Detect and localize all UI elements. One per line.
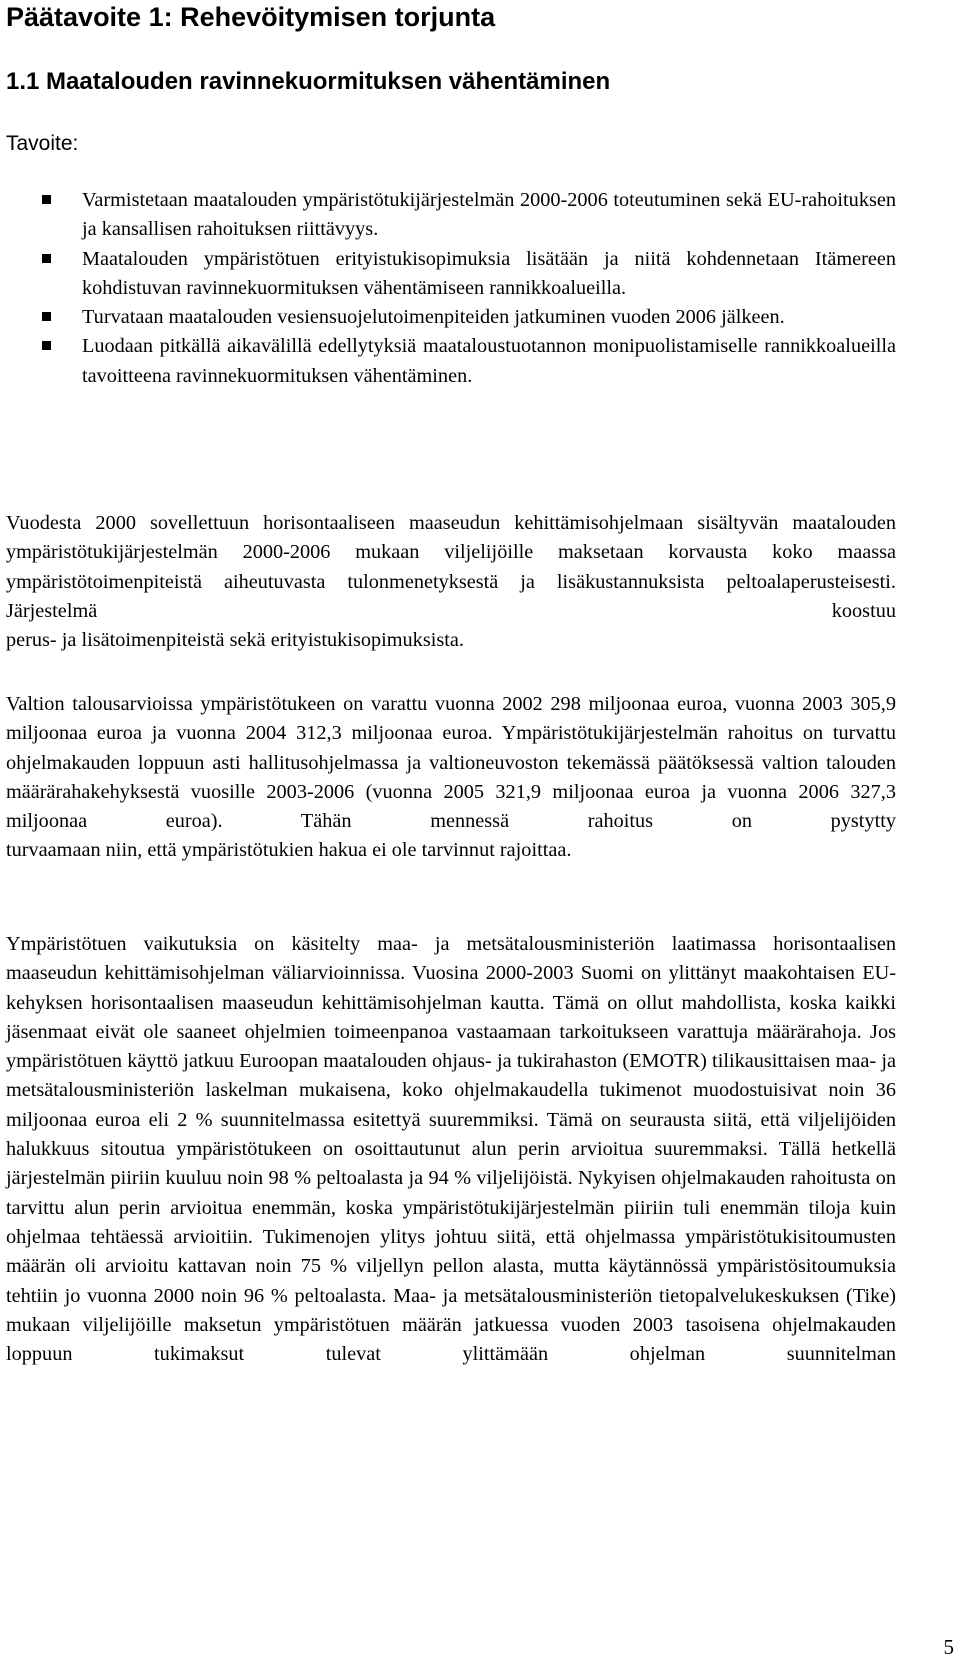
list-item [6, 245, 896, 304]
goal-text: Varmistetaan maatalouden ympäristötukijärjestelmän 2000-2006 toteutuminen sekä EU-rahoituksen ja kansallisen rahoituksen riittävyys. [82, 189, 896, 241]
list-item [6, 332, 896, 391]
page-title: Päätavoite 1: Rehevöitymisen torjunta [6, 2, 496, 32]
bullet-square-icon [42, 341, 51, 350]
bullet-square-icon [42, 195, 51, 204]
section-heading: 1.1 Maatalouden ravinnekuormituksen vähentäminen [6, 68, 611, 95]
paragraph-last-line: perus- ja lisätoimenpiteistä sekä erityistukisopimuksista. [6, 629, 464, 652]
goal-text: Luodaan pitkällä aikavälillä edellytyksiä maataloustuotannon monipuolistamiselle rannikkoalueilla tavoitteena ravinnekuormituksen vähentäminen. [82, 335, 896, 387]
page-number: 5 [943, 1635, 954, 1659]
paragraph-last-line: turvaamaan niin, että ympäristötukien hakua ei ole tarvinnut rajoittaa. [6, 839, 572, 862]
paragraph-text: Ympäristötuen vaikutuksia on käsitelty maa- ja metsätalousministeriön laatimassa horisontaalisen maaseudun kehittämisohjelman väliarvioinnissa. Vuosina 2000-2003 Suomi on ylittänyt maakohtaisen EU-kehyksen horisontaalisen maaseudun kehittämisohjelman kautta. Tämä on ollut mahdollista, koska kaikki jäsenmaat eivät ole saaneet ohjelmien toimeenpanoa vastaamaan tarkoitukseen varattuja määrärahoja. Jos ympäristötuen käyttö jatkuu Euroopan maatalouden ohjaus- ja tukirahaston (EMOTR) tilikausittaisen maa- ja metsätalousministeriön laskelman mukaisena, koko ohjelmakaudella tukimenot muodostuisivat noin 36 miljoonaa euroa eli 2 % suunnitelmassa esitettyä suuremmiksi. Tämä on seurausta siitä, että viljelijöiden halukkuus sitoutua ympäristötukeen on osoittautunut alun perin arvioitua suuremmaksi. Tällä hetkellä järjestelmän piiriin kuuluu noin 98 % peltoalasta ja 94 % viljelijöistä. Nykyisen ohjelmakauden rahoitusta on tarvittu alun perin arvioitua enemmän, koska ympäristötukijärjestelmän piiriin tuli enemmän tiloja kuin ohjelmaa tehtäessä arvioitiin. Tukimenojen ylitys johtuu siitä, että ohjelmassa ympäristötukisitoumusten määrän oli arvioitu kattavan noin 75 % viljellyn pellon alasta, mutta käytännössä ympäristösitoumuksia tehtiin jo vuonna 2000 noin 96 % peltoalasta. Maa- ja metsätalousministeriön tietopalvelukeskuksen (Tike) mukaan viljelijöille maksetun ympäristötuen määrän jatkuessa vuoden 2003 tasoisena ohjelmakauden loppuun tukimaksut tulevat ylittämään ohjelman suunnitelman [6, 933, 896, 1366]
body-paragraph [6, 690, 896, 866]
goal-list [6, 186, 896, 391]
paragraph-text: Vuodesta 2000 sovellettuun horisontaaliseen maaseudun kehittämisohjelmaan sisältyvän maatalouden ympäristötukijärjestelmän 2000-2006 mukaan viljelijöille maksetaan korvausta koko maassa ympäristötoimenpiteistä aiheutuvasta tulonmenetyksestä ja lisäkustannuksista peltoalaperusteisesti. Järjestelmä koostuu [6, 512, 896, 622]
goal-text: Maatalouden ympäristötuen erityistukisopimuksia lisätään ja niitä kohdennetaan Itämereen kohdistuvan ravinnekuormituksen vähentämiseen rannikkoalueilla. [82, 247, 896, 299]
goal-text: Turvataan maatalouden vesiensuojelutoimenpiteiden jatkuminen vuoden 2006 jälkeen. [82, 306, 785, 329]
goal-label: Tavoite: [6, 132, 79, 155]
list-item [6, 303, 896, 332]
body-paragraph [6, 930, 896, 1369]
list-item [6, 186, 896, 245]
paragraph-text: Valtion talousarvioissa ympäristötukeen on varattu vuonna 2002 298 miljoonaa euroa, vuonna 2003 305,9 miljoonaa euroa ja vuonna 2004 312,3 miljoonaa euroa. Ympäristötukijärjestelmän rahoitus on turvattu ohjelmakauden loppuun asti hallitusohjelmassa ja valtioneuvoston tekemässä päätöksessä valtion talouden määrärahakehyksestä vuosille 2003-2006 (vuonna 2005 321,9 miljoonaa euroa ja vuonna 2006 327,3 miljoonaa euroa). Tähän mennessä rahoitus on pystytty [6, 693, 896, 833]
bullet-square-icon [42, 312, 51, 321]
body-paragraph [6, 509, 896, 655]
bullet-square-icon [42, 254, 51, 263]
